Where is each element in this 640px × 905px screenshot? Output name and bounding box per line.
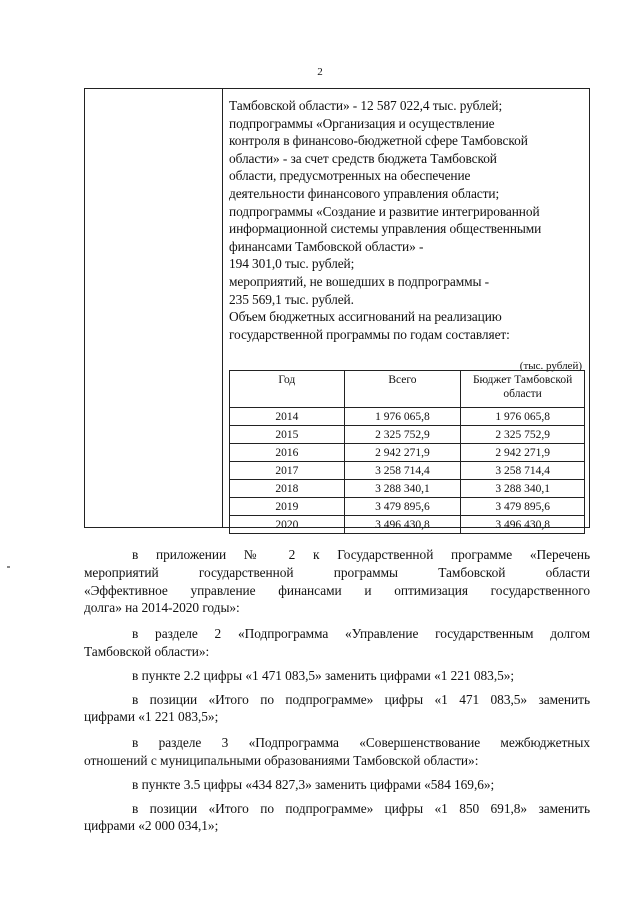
year-cell: 2019 — [230, 498, 345, 516]
page-number: 2 — [317, 66, 323, 78]
cell-line: финансами Тамбовской области» - — [229, 238, 424, 254]
cell-line: Тамбовской области» - 12 587 022,4 тыс. рублей; — [229, 98, 503, 113]
total-cell: 2 325 752,9 — [344, 426, 461, 444]
budget-description-cell — [229, 97, 589, 343]
text-line: в приложении № 2 к Государственной программе «Перечень — [132, 547, 590, 562]
passport-table-column-divider — [222, 88, 223, 528]
budget-cell: 3 496 430,8 — [461, 516, 585, 534]
paragraph-total-section-2 — [84, 691, 590, 727]
budget-cell: 3 479 895,6 — [461, 498, 585, 516]
paragraph-total-section-3 — [84, 800, 590, 836]
table-row — [230, 462, 585, 480]
header-total: Всего — [344, 371, 461, 408]
text-line: цифрами «2 000 034,1»; — [84, 818, 219, 834]
year-cell: 2014 — [230, 408, 345, 426]
header-year: Год — [230, 371, 345, 408]
year-cell: 2018 — [230, 480, 345, 498]
cell-line: 235 569,1 тыс. рублей. — [229, 291, 354, 307]
text-line: в позиции «Итого по подпрограмме» цифры «1 850 691,8» заменить — [132, 800, 590, 816]
paragraph-item-3-5: в пункте 3.5 цифры «434 827,3» заменить цифрами «584 169,6»; — [132, 776, 495, 792]
text-line: мероприятий государственной программы Тамбовской области — [84, 564, 590, 580]
text-line: долга» на 2014-2020 годы»: — [84, 600, 240, 616]
cell-line: информационной системы управления общественными — [229, 221, 542, 237]
year-cell: 2015 — [230, 426, 345, 444]
total-cell: 3 258 714,4 — [344, 462, 461, 480]
budget-cell: 3 288 340,1 — [461, 480, 585, 498]
table-row — [230, 444, 585, 462]
cell-line: деятельности финансового управления области; — [229, 185, 500, 201]
total-cell: 3 496 430,8 — [344, 516, 461, 534]
total-cell: 1 976 065,8 — [344, 408, 461, 426]
total-cell: 3 288 340,1 — [344, 480, 461, 498]
text-line: отношений с муниципальными образованиями Тамбовской области»: — [84, 752, 479, 768]
cell-line: мероприятий, не вошедших в подпрограммы - — [229, 273, 489, 289]
table-row — [230, 480, 585, 498]
text-line: Тамбовской области»: — [84, 643, 210, 659]
header-regional-budget: Бюджет Тамбовской области — [461, 371, 585, 408]
paragraph-item-2-2: в пункте 2.2 цифры «1 471 083,5» заменить цифрами «1 221 083,5»; — [132, 667, 515, 683]
cell-line: области» - за счет средств бюджета Тамбовской — [229, 150, 497, 166]
cell-line: государственной программы по годам составляет: — [229, 326, 510, 342]
cell-line: области, предусмотренных на обеспечение — [229, 168, 471, 184]
budget-by-year-table — [229, 370, 585, 534]
text-line: в позиции «Итого по подпрограмме» цифры «1 471 083,5» заменить — [132, 691, 590, 707]
cell-line: Объем бюджетных ассигнований на реализацию — [229, 309, 502, 325]
cell-line: контроля в финансово-бюджетной сфере Тамбовской — [229, 133, 528, 149]
table-row — [230, 498, 585, 516]
total-cell: 3 479 895,6 — [344, 498, 461, 516]
cell-line: подпрограммы «Организация и осуществление — [229, 115, 495, 131]
cell-line: 194 301,0 тыс. рублей; — [229, 256, 355, 272]
year-cell: 2016 — [230, 444, 345, 462]
budget-cell: 2 325 752,9 — [461, 426, 585, 444]
budget-cell: 3 258 714,4 — [461, 462, 585, 480]
text-line: цифрами «1 221 083,5»; — [84, 709, 219, 725]
paragraph-section-2 — [84, 625, 590, 661]
total-cell: 2 942 271,9 — [344, 444, 461, 462]
budget-cell: 1 976 065,8 — [461, 408, 585, 426]
text-line: в разделе 2 «Подпрограмма «Управление государственным долгом — [132, 626, 590, 642]
year-cell: 2020 — [230, 516, 345, 534]
cell-line: подпрограммы «Создание и развитие интегрированной — [229, 203, 540, 219]
units-label: (тыс. рублей) — [519, 360, 582, 372]
table-header-row — [230, 371, 585, 408]
year-cell: 2017 — [230, 462, 345, 480]
table-row — [230, 426, 585, 444]
paragraph-appendix-2 — [84, 546, 590, 617]
text-line: в разделе 3 «Подпрограмма «Совершенствование межбюджетных — [132, 735, 590, 751]
text-line: «Эффективное управление финансами и оптимизация государственного — [84, 582, 590, 598]
paragraph-section-3 — [84, 734, 590, 770]
table-row — [230, 408, 585, 426]
budget-cell: 2 942 271,9 — [461, 444, 585, 462]
scan-margin-mark — [7, 566, 10, 568]
table-row — [230, 516, 585, 534]
amendments-text — [84, 546, 590, 841]
